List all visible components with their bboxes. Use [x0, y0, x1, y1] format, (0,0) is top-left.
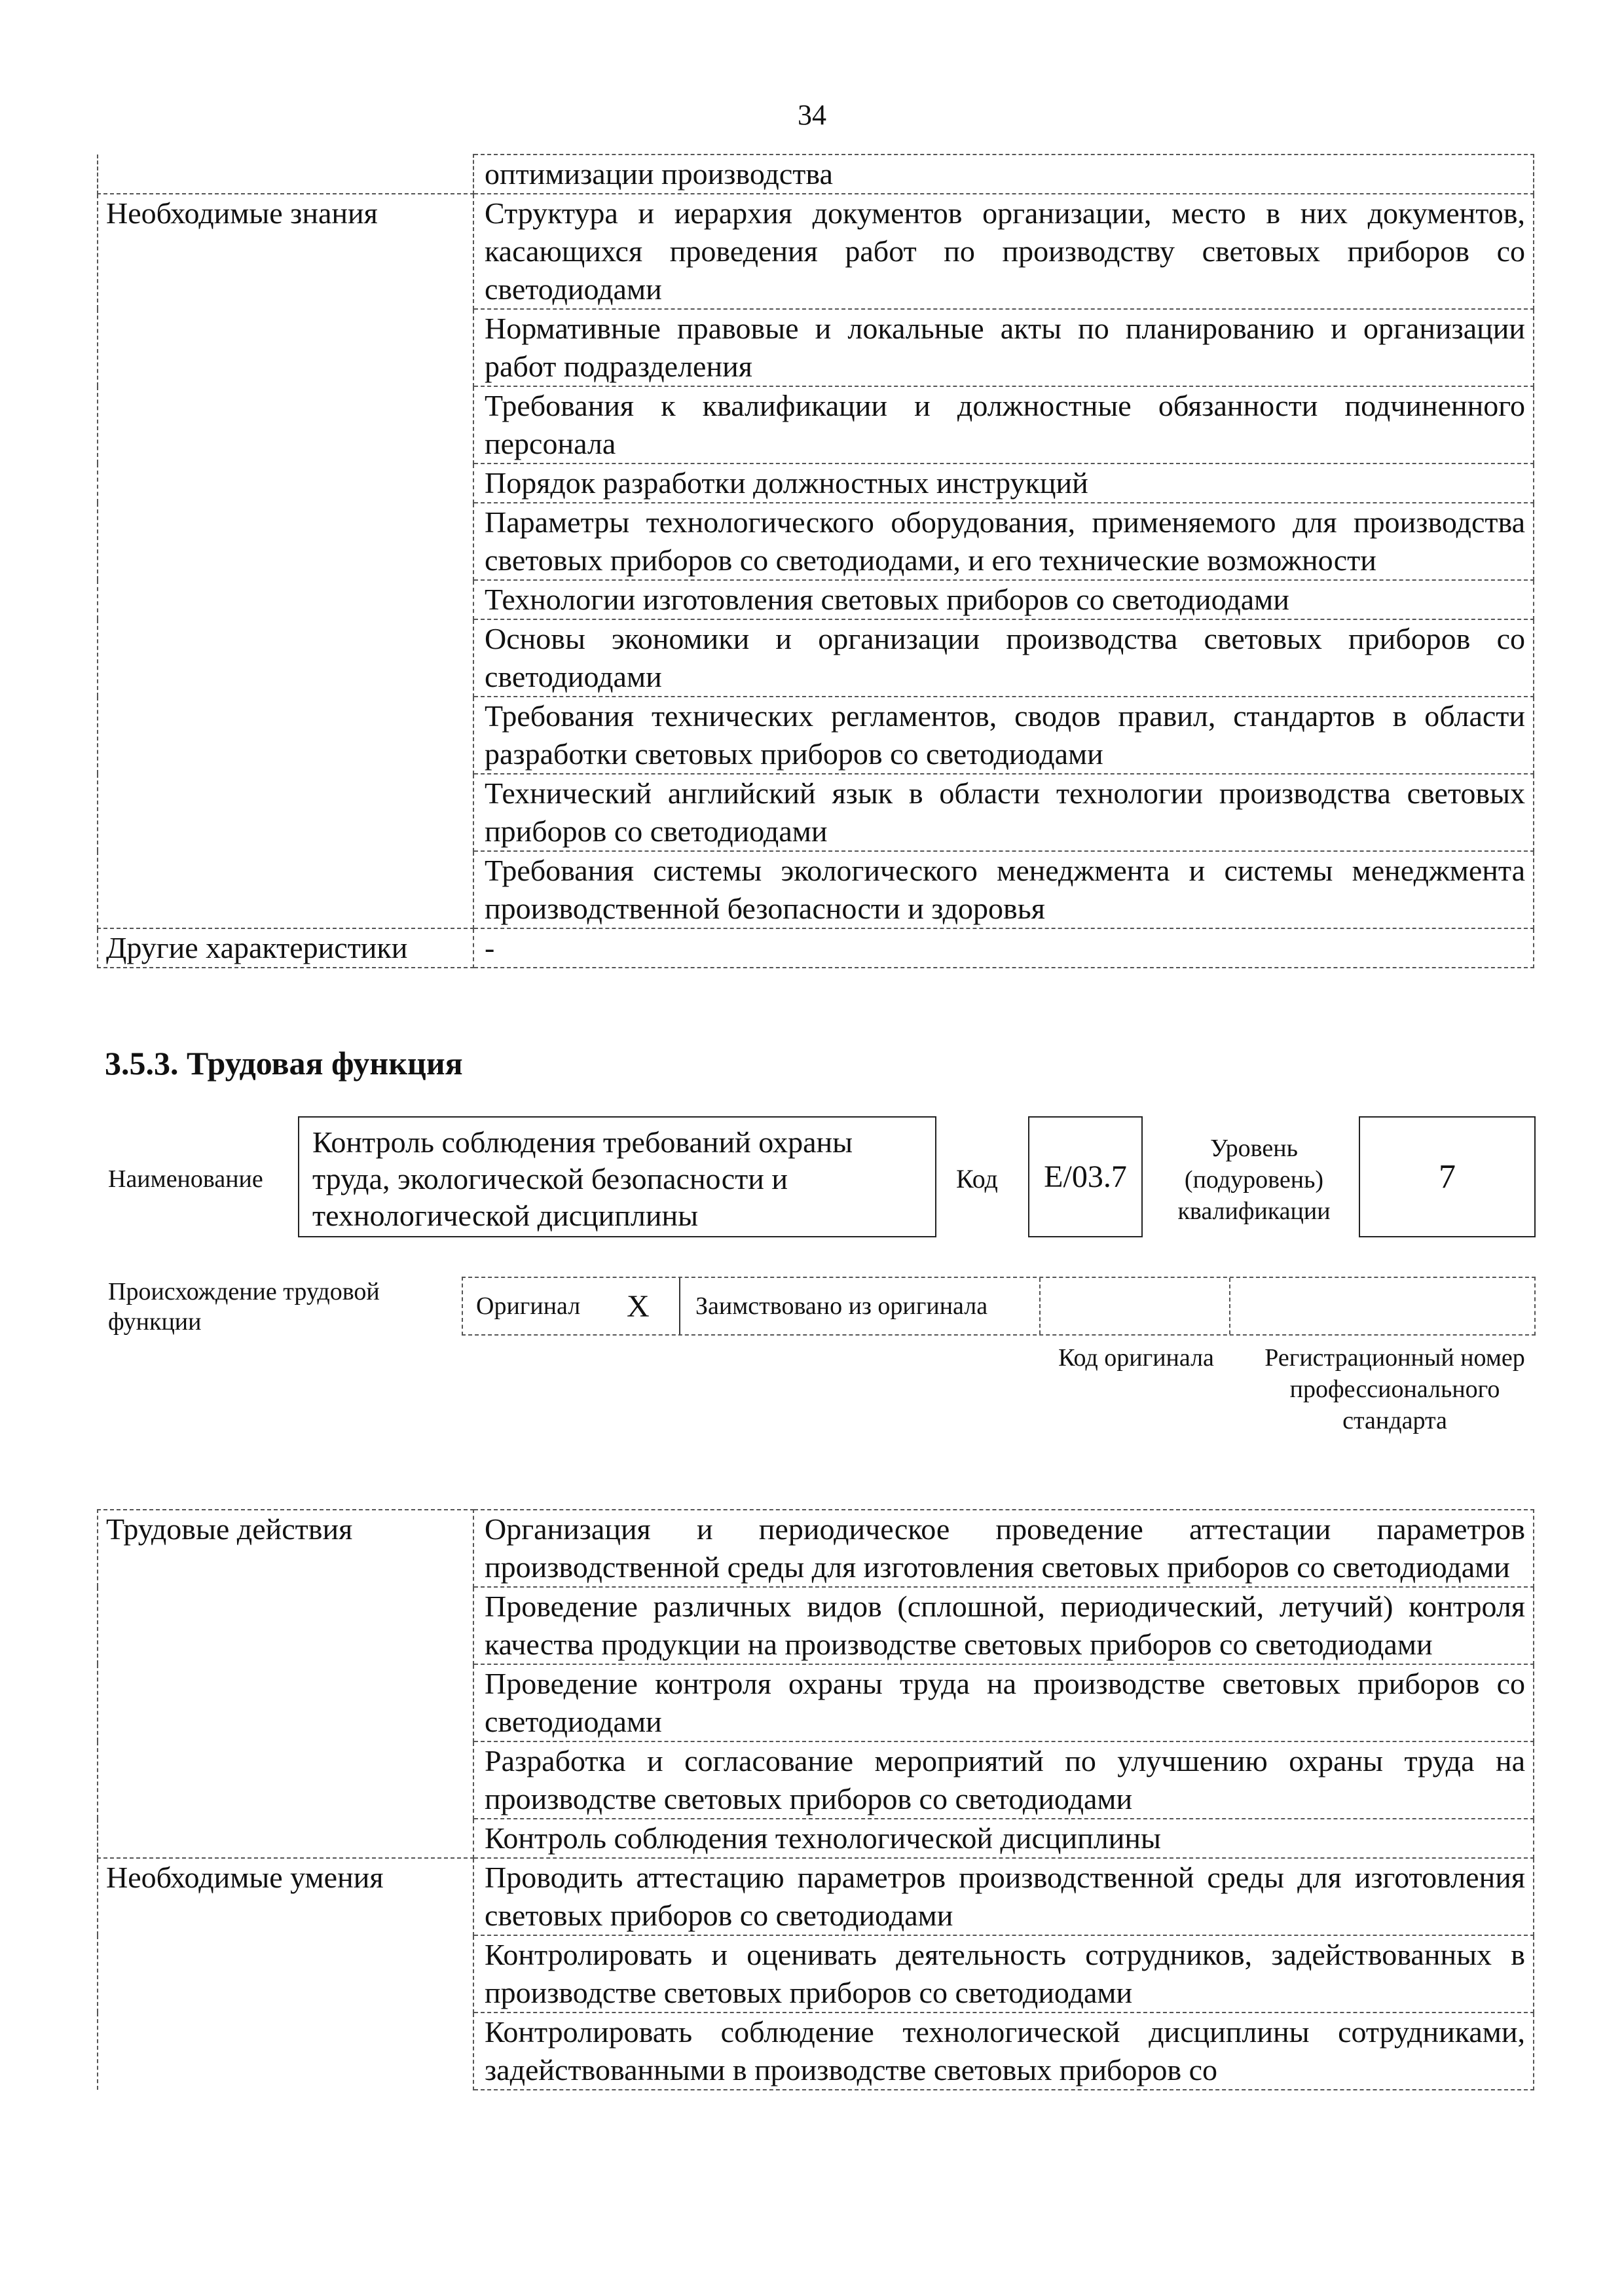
row-label [98, 155, 473, 194]
level-label: Уровень (подуровень) квалификации [1177, 1135, 1331, 1225]
row-label [98, 619, 473, 697]
table-row [98, 155, 1534, 194]
row-value: Контроль соблюдения технологической дисциплины [473, 1819, 1534, 1858]
row-label [98, 774, 473, 851]
original-mark: X [627, 1288, 650, 1324]
row-label [98, 503, 473, 580]
code-label: Код [956, 1164, 998, 1194]
row-label [98, 580, 473, 619]
row-value: Требования технических регламентов, сводов правил, стандартов в области разработки световых приборов со светодиодами [473, 697, 1534, 774]
table-row [98, 464, 1534, 503]
row-value: Параметры технологического оборудования, применяемого для производства световых приборов со светодиодами, и его технические возможности [473, 503, 1534, 580]
row-value: - [473, 928, 1534, 968]
row-label [98, 1664, 473, 1741]
row-label [98, 1741, 473, 1819]
row-label [98, 386, 473, 464]
row-value: Требования к квалификации и должностные обязанности подчиненного персонала [473, 386, 1534, 464]
row-label-knowledge: Необходимые знания [98, 194, 473, 309]
row-label [98, 464, 473, 503]
table-row [98, 309, 1534, 386]
row-label [98, 309, 473, 386]
row-value: Технический английский язык в области технологии производства световых приборов со светодиодами [473, 774, 1534, 851]
row-label [98, 2013, 473, 2090]
row-label [98, 1819, 473, 1858]
borrowed-label: Заимствовано из оригинала [695, 1292, 988, 1320]
row-value: Структура и иерархия документов организации, место в них документов, касающихся проведения работ по производству световых приборов со светодиодами [473, 194, 1534, 309]
row-label [98, 851, 473, 928]
row-value: Технологии изготовления световых приборов со светодиодами [473, 580, 1534, 619]
page-number: 34 [798, 99, 826, 131]
row-value: Требования системы экологического менеджмента и системы менеджмента производственной безопасности и здоровья [473, 851, 1534, 928]
row-label [98, 1587, 473, 1664]
table-row [98, 928, 1534, 968]
row-value: Основы экономики и организации производства световых приборов со светодиодами [473, 619, 1534, 697]
function-code-box: E/03.7 [1028, 1116, 1143, 1237]
table-row [98, 580, 1534, 619]
origin-row [462, 1277, 1536, 1336]
row-value: Нормативные правовые и локальные акты по планированию и организации работ подразделения [473, 309, 1534, 386]
name-label: Наименование [108, 1165, 263, 1193]
row-label-other: Другие характеристики [98, 928, 473, 968]
knowledge-table [97, 154, 1534, 968]
row-value: оптимизации производства [473, 155, 1534, 194]
row-value: Проводить аттестацию параметров производственной среды для изготовления световых приборов со светодиодами [473, 1858, 1534, 1935]
table-row [98, 1510, 1534, 1587]
section-heading: 3.5.3. Трудовая функция [105, 1045, 463, 1082]
row-value: Порядок разработки должностных инструкций [473, 464, 1534, 503]
origin-divider [679, 1278, 680, 1334]
code-origin-caption: Код оригинала [1058, 1344, 1214, 1372]
table-row [98, 697, 1534, 774]
origin-label: Происхождение трудовой функции [108, 1278, 380, 1336]
table-row [98, 774, 1534, 851]
reg-number-caption: Регистрационный номер профессионального стандарта [1264, 1344, 1525, 1434]
row-label-skills: Необходимые умения [98, 1858, 473, 1935]
qualification-level-box: 7 [1359, 1116, 1536, 1237]
table-row [98, 1819, 1534, 1858]
function-name-box: Контроль соблюдения требований охраны труда, экологической безопасности и технологической дисциплины [298, 1116, 936, 1237]
row-label [98, 1935, 473, 2013]
table-row [98, 194, 1534, 309]
actions-table [97, 1509, 1534, 2090]
origin-divider [1039, 1278, 1041, 1334]
table-row [98, 1664, 1534, 1741]
row-label-actions: Трудовые действия [98, 1510, 473, 1587]
original-label: Оригинал [476, 1292, 581, 1320]
table-row [98, 1935, 1534, 2013]
row-value: Контролировать соблюдение технологической дисциплины сотрудниками, задействованными в производстве световых приборов со [473, 2013, 1534, 2090]
table-row [98, 851, 1534, 928]
row-value: Контролировать и оценивать деятельность сотрудников, задействованных в производстве световых приборов со светодиодами [473, 1935, 1534, 2013]
table-row [98, 2013, 1534, 2090]
origin-divider [1229, 1278, 1230, 1334]
table-row [98, 1858, 1534, 1935]
table-row [98, 619, 1534, 697]
row-label [98, 697, 473, 774]
table-row [98, 1587, 1534, 1664]
row-value: Проведение различных видов (сплошной, периодический, летучий) контроля качества продукции на производстве световых приборов со светодиодами [473, 1587, 1534, 1664]
table-row [98, 386, 1534, 464]
row-value: Разработка и согласование мероприятий по улучшению охраны труда на производстве световых приборов со светодиодами [473, 1741, 1534, 1819]
row-value: Организация и периодическое проведение аттестации параметров производственной среды для изготовления световых приборов со светодиодами [473, 1510, 1534, 1587]
table-row [98, 503, 1534, 580]
row-value: Проведение контроля охраны труда на производстве световых приборов со светодиодами [473, 1664, 1534, 1741]
table-row [98, 1741, 1534, 1819]
